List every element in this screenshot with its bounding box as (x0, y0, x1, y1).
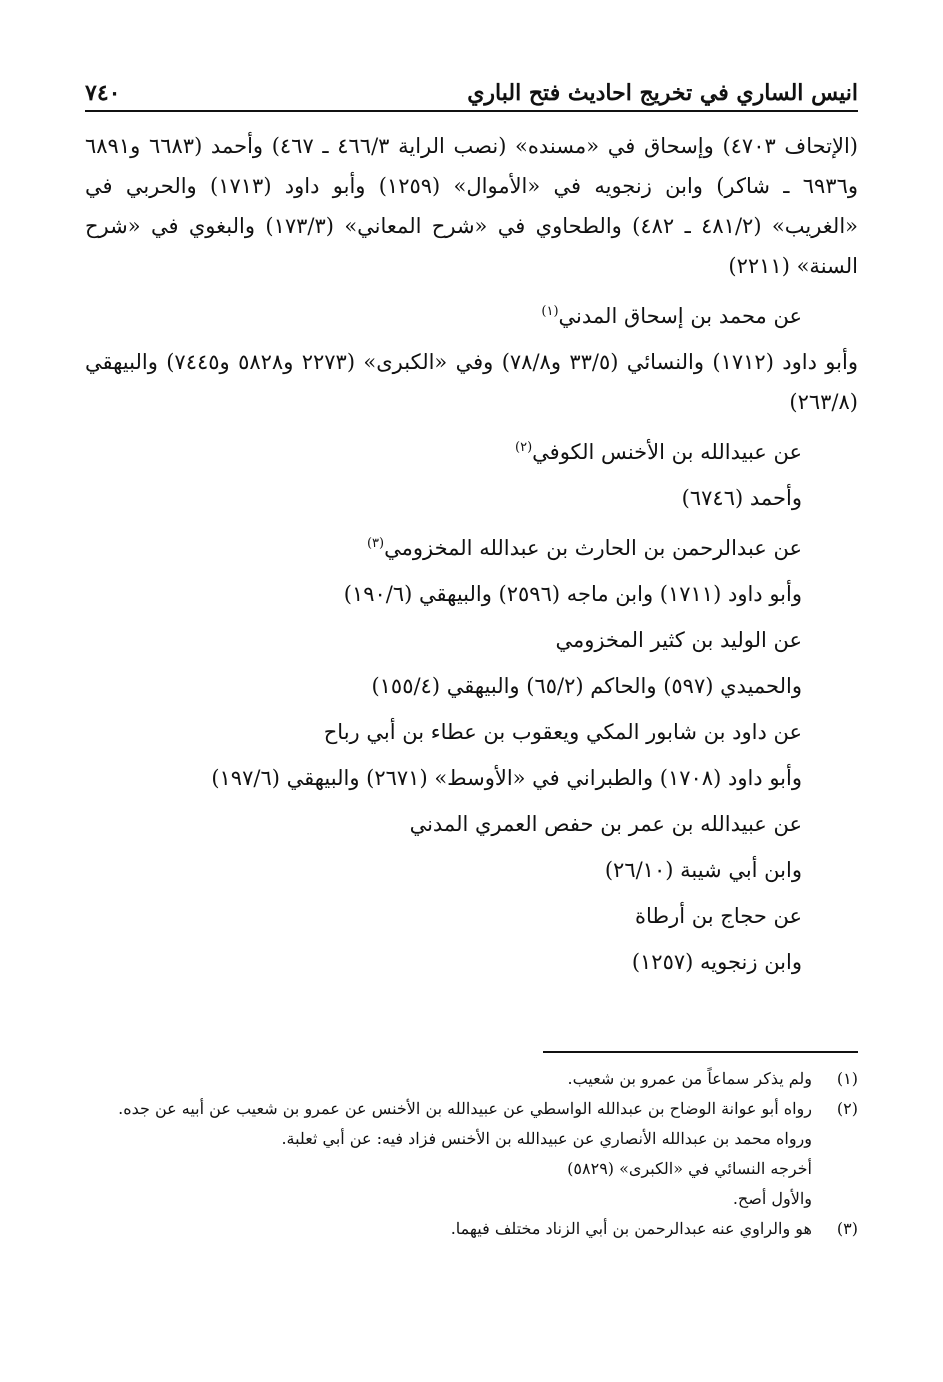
chain-line-7: عن حجاج بن أرطاة (635, 904, 802, 928)
page-number: ٧٤٠ (85, 80, 121, 106)
chain-line-1 (85, 292, 858, 336)
source-line-3: وأبو داود (١٧١١) وابن ماجه (٢٥٩٦) والبيهقي (١٩٠/٦) (343, 582, 802, 606)
chain-text-3: عن عبدالرحمن بن الحارث بن عبدالله المخزومي (384, 536, 802, 560)
source-line-7: وابن زنجويه (١٢٥٧) (631, 950, 802, 974)
chain-line-6: عن عبيدالله بن عمر بن حفص العمري المدني (409, 812, 802, 836)
chain-line-3 (85, 524, 858, 568)
page-header (85, 70, 858, 106)
footnote-number: (١) (836, 1069, 858, 1088)
footnote-3 (85, 1214, 858, 1244)
footnote-divider (543, 1051, 858, 1053)
footnote-1 (85, 1064, 858, 1094)
footnotes (85, 1064, 858, 1244)
chain-line-5: عن داود بن شابور المكي ويعقوب بن عطاء بن أبي رباح (323, 720, 802, 744)
source-line-4: والحميدي (٥٩٧) والحاكم (٦٥/٢) والبيهقي (١٥٥/٤) (371, 674, 802, 698)
chain-text-1: عن محمد بن إسحاق المدني (558, 304, 802, 328)
source-line-6: وابن أبي شيبة (٢٦/١٠) (604, 858, 802, 882)
footnote-text: هو والراوي عنه عبدالرحمن بن أبي الزناد مختلف فيهما. (450, 1219, 812, 1238)
footnote-ref-3: (٣) (366, 536, 385, 551)
header-divider (85, 110, 858, 112)
footnote-ref-2: (٢) (515, 440, 533, 455)
source-line-1: وأبو داود (١٧١٢) والنسائي (٣٣/٥ و٧٨/٨) وفي «الكبرى» (٢٢٧٣ و٥٨٢٨ و٧٤٤٥) والبيهقي (٢٦٣/٨) (85, 350, 858, 414)
footnote-2-continuation-3 (85, 1184, 858, 1214)
source-line-2: وأحمد (٦٧٤٦) (681, 486, 802, 510)
chain-line-2 (85, 428, 858, 472)
chain-text-2: عن عبيدالله بن الأخنس الكوفي (532, 440, 802, 464)
footnote-2-continuation-2 (85, 1154, 858, 1184)
footnote-text: ورواه محمد بن عبدالله الأنصاري عن عبيدالله بن الأخنس فزاد فيه: عن أبي ثعلبة. (281, 1129, 812, 1148)
main-text (85, 126, 858, 982)
footnote-number: (٢) (836, 1099, 858, 1118)
footnote-text: رواه أبو عوانة الوضاح بن عبدالله الواسطي عن عبيدالله بن الأخنس عن عمرو بن شعيب عن أبيه عن جده. (118, 1099, 812, 1118)
footnote-text: أخرجه النسائي في «الكبرى» (٥٨٢٩) (567, 1159, 812, 1178)
paragraph-sources-1: (الإتحاف ٤٧٠٣) وإسحاق في «مسنده» (نصب الراية ٤٦٦/٣ ـ ٤٦٧) وأحمد (٦٦٨٣ و٦٨٩١ و٦٩٣٦ ـ شاكر) وابن زنجويه في «الأموال» (١٢٥٩) وأبو داود (١٧١٣) والحربي في «الغريب» (٤٨١/٢ ـ ٤٨٢) والطحاوي في «شرح المعاني» (١٧٣/٣) والبغوي في «شرح السنة» (٢٢١١) (85, 134, 859, 278)
footnote-number: (٣) (836, 1219, 858, 1238)
footnote-text: والأول أصح. (732, 1189, 812, 1208)
footnote-text: ولم يذكر سماعاً من عمرو بن شعيب. (567, 1069, 812, 1088)
footnote-2 (85, 1094, 858, 1124)
source-line-5: وأبو داود (١٧٠٨) والطبراني في «الأوسط» (٢٦٧١) والبيهقي (١٩٧/٦) (211, 766, 802, 790)
footnote-2-continuation-1 (85, 1124, 858, 1154)
book-title: انيس الساري في تخريج احاديث فتح الباري (467, 80, 858, 106)
chain-line-4: عن الوليد بن كثير المخزومي (555, 628, 802, 652)
footnote-ref-1: (١) (541, 304, 559, 319)
